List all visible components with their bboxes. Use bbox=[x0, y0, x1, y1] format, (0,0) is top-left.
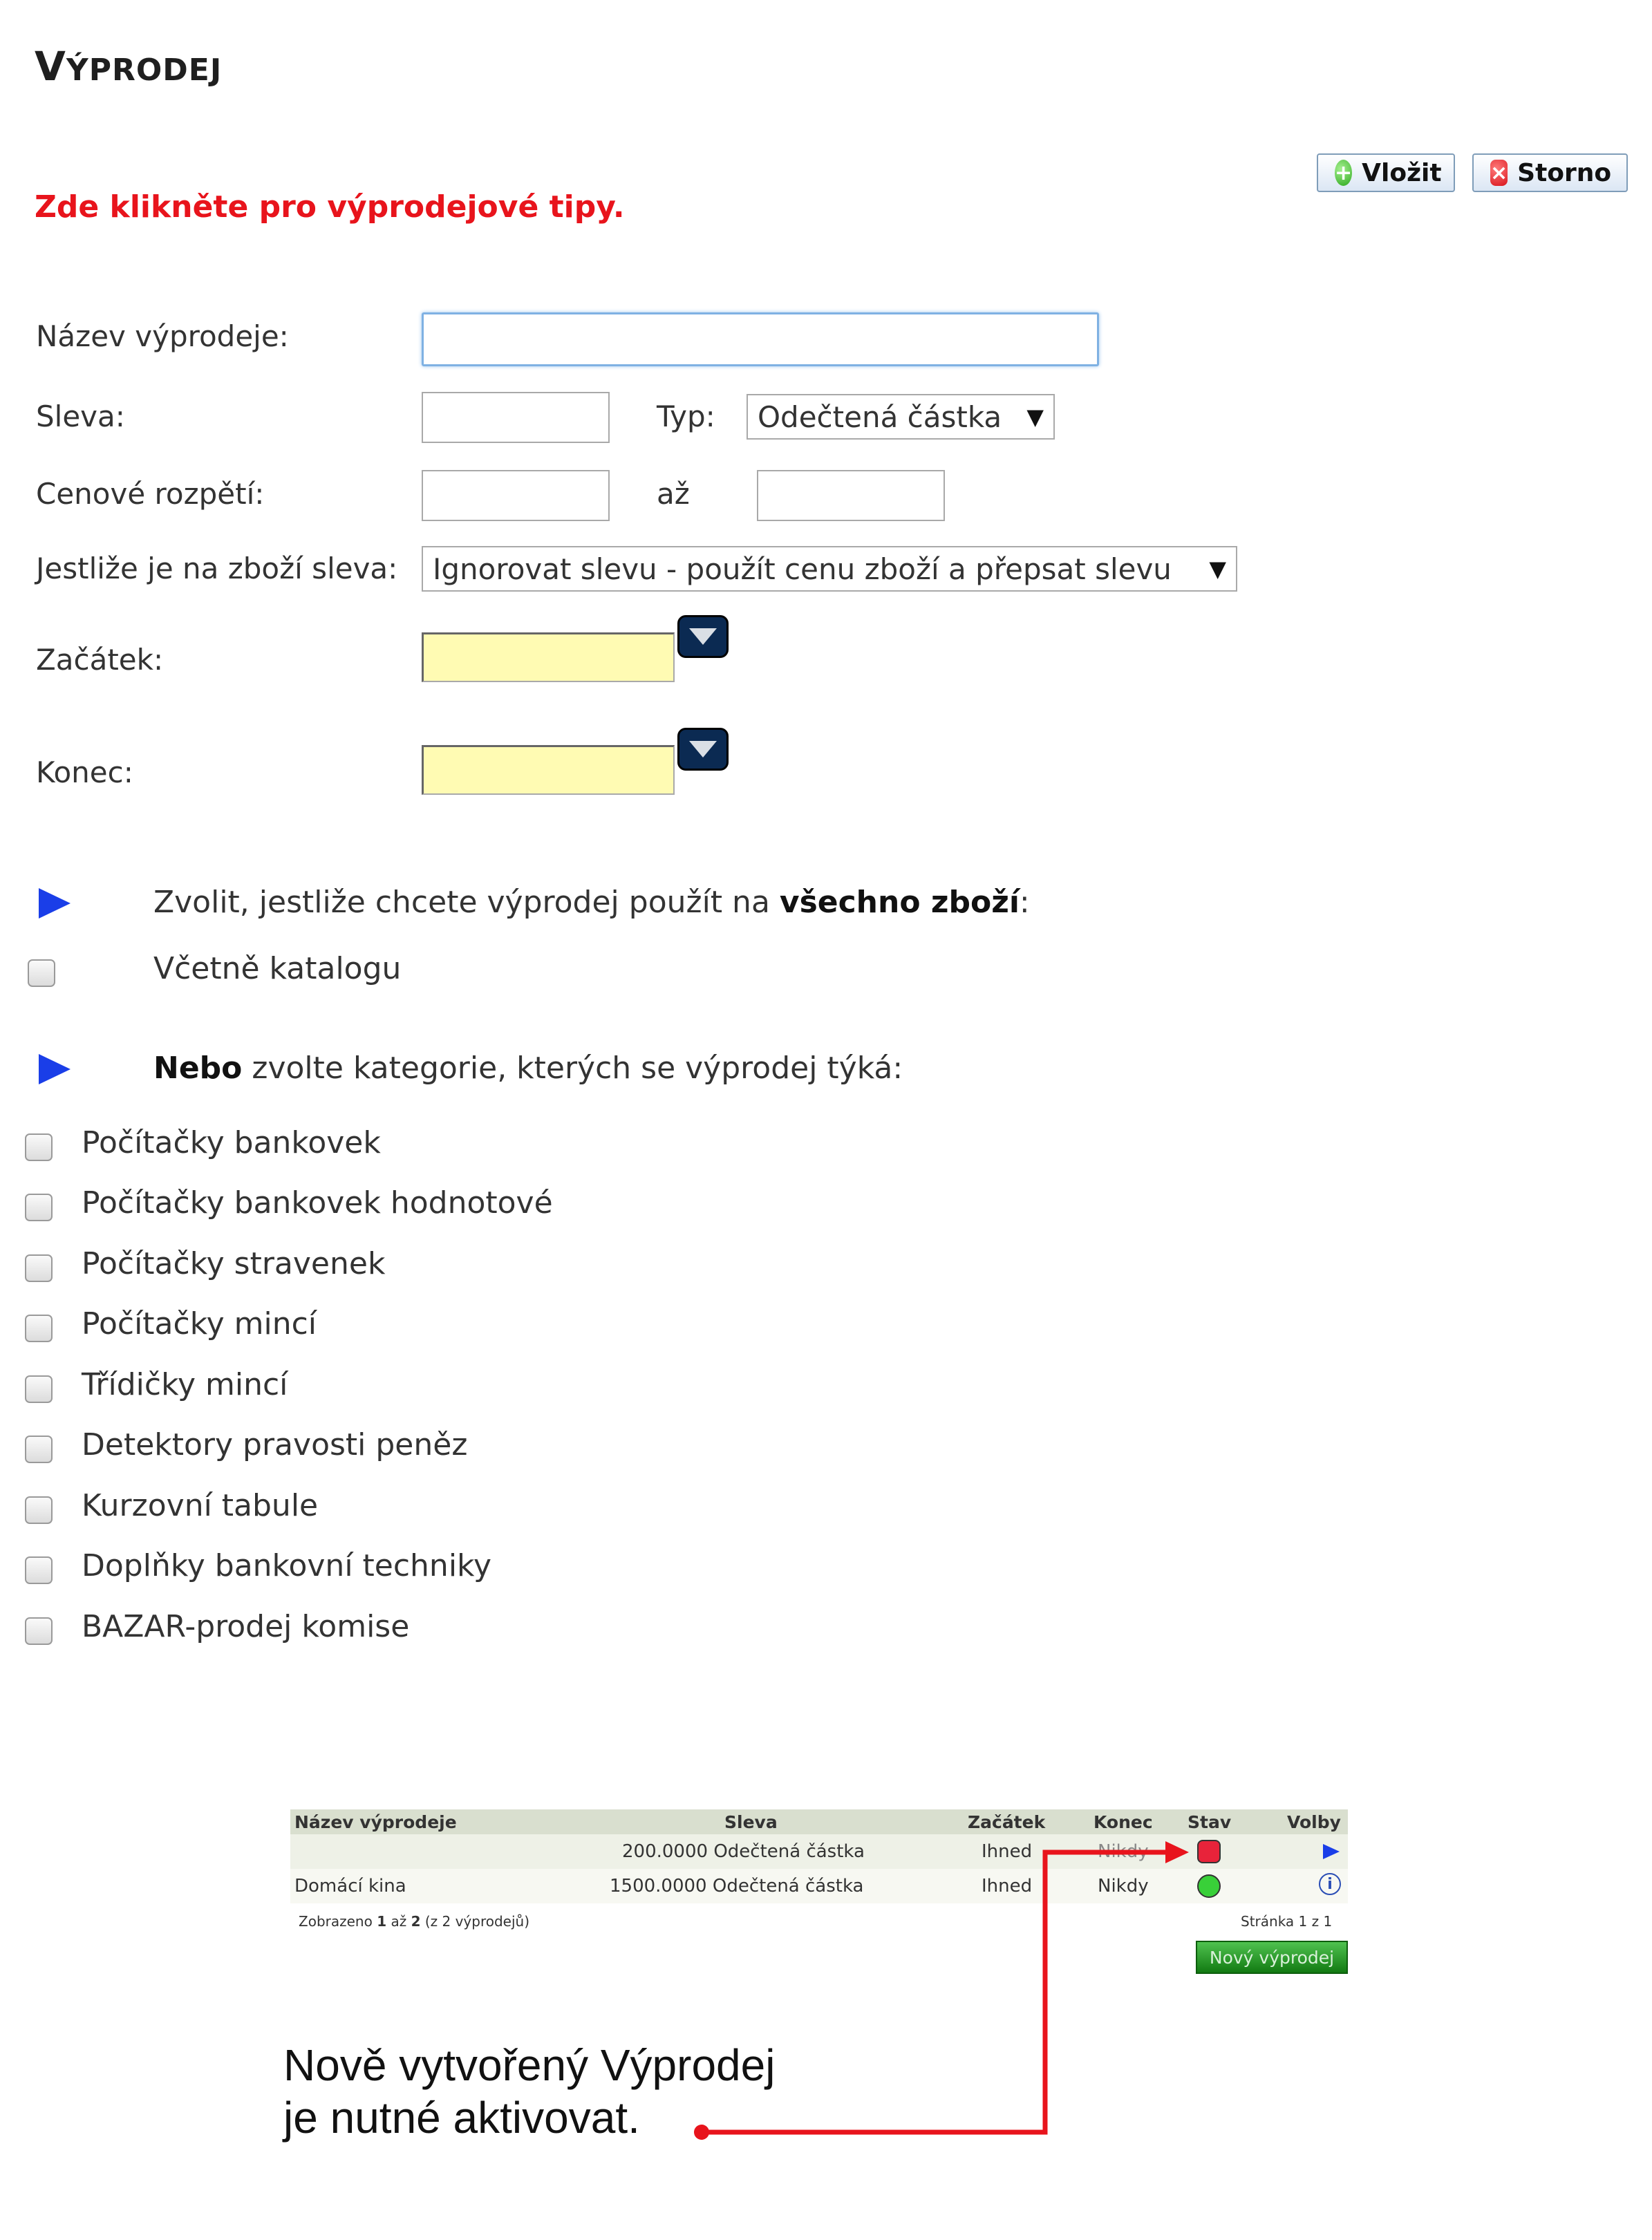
category-label: Třídičky mincí bbox=[82, 1367, 288, 1402]
new-sale-button-label: Nový výprodej bbox=[1209, 1947, 1335, 1968]
insert-button-label: Vložit bbox=[1362, 158, 1442, 187]
tips-link[interactable]: Zde klikněte pro výprodejové tipy. bbox=[35, 189, 625, 225]
header-status: Stav bbox=[1188, 1812, 1232, 1832]
annotation-line-2: je nutné aktivovat. bbox=[283, 2093, 640, 2143]
category-label: Kurzovní tabule bbox=[82, 1488, 319, 1523]
all-goods-text-bold: všechno zboží bbox=[779, 885, 1020, 920]
category-label: BAZAR-prodej komise bbox=[82, 1609, 410, 1644]
category-label: Doplňky bankovní techniky bbox=[82, 1548, 491, 1583]
price-to-label: až bbox=[657, 477, 690, 511]
category-label: Počítačky bankovek hodnotové bbox=[82, 1185, 553, 1221]
existing-discount-select-value: Ignorovat slevu - použít cenu zboží a přepsat slevu bbox=[433, 552, 1172, 586]
start-label: Začátek: bbox=[36, 643, 164, 677]
header-name: Název výprodeje bbox=[294, 1812, 457, 1832]
all-goods-text: Zvolit, jestliže chcete výprodej použít na bbox=[153, 885, 780, 920]
pagination-text: Stránka 1 z 1 bbox=[1241, 1913, 1333, 1930]
cell-discount: 200.0000 Odečtená částka bbox=[622, 1841, 865, 1862]
name-label: Název výprodeje: bbox=[36, 319, 289, 353]
cell-discount: 1500.0000 Odečtená částka bbox=[610, 1876, 864, 1897]
header-end: Konec bbox=[1093, 1812, 1153, 1832]
header-start: Začátek bbox=[968, 1812, 1046, 1832]
annotation-line-1: Nově vytvořený Výprodej bbox=[283, 2040, 776, 2090]
price-range-label: Cenové rozpětí: bbox=[36, 477, 265, 511]
page-title-rest: ÝPRODEJ bbox=[66, 53, 223, 88]
category-label: Počítačky bankovek bbox=[82, 1125, 381, 1160]
cell-end: Nikdy bbox=[1098, 1876, 1149, 1897]
type-select-value: Odečtená částka bbox=[758, 399, 1002, 434]
page-title-initial: V bbox=[35, 43, 66, 90]
chevron-down-icon: ▼ bbox=[1026, 404, 1044, 430]
header-options: Volby bbox=[1287, 1812, 1341, 1832]
categories-heading-bold: Nebo bbox=[153, 1051, 243, 1086]
header-discount: Sleva bbox=[724, 1812, 778, 1832]
cell-start: Ihned bbox=[982, 1841, 1033, 1862]
end-label: Konec: bbox=[36, 755, 133, 789]
info-icon[interactable]: i bbox=[1319, 1873, 1341, 1895]
close-icon: × bbox=[1490, 160, 1508, 185]
discount-label: Sleva: bbox=[36, 399, 125, 433]
include-catalog-label: Včetně katalogu bbox=[153, 951, 402, 986]
cell-start: Ihned bbox=[982, 1876, 1033, 1897]
type-label: Typ: bbox=[657, 399, 715, 433]
categories-heading-rest: zvolte kategorie, kterých se výprodej týká: bbox=[242, 1051, 903, 1086]
cell-end: Nikdy bbox=[1098, 1841, 1149, 1862]
cell-name: Domácí kina bbox=[294, 1876, 406, 1897]
cancel-button-label: Storno bbox=[1517, 158, 1612, 187]
table-footer-summary: Zobrazeno 1 až 2 (z 2 výprodejů) bbox=[299, 1913, 530, 1930]
category-label: Počítačky mincí bbox=[82, 1306, 317, 1342]
category-label: Počítačky stravenek bbox=[82, 1246, 386, 1281]
existing-discount-label: Jestliže je na zboží sleva: bbox=[36, 552, 398, 585]
annotation-note bbox=[283, 2039, 775, 2144]
category-label: Detektory pravosti peněz bbox=[82, 1427, 468, 1462]
chevron-down-icon: ▼ bbox=[1209, 556, 1226, 582]
all-goods-text-suffix: : bbox=[1019, 885, 1030, 920]
plus-circle-icon: + bbox=[1335, 160, 1353, 185]
